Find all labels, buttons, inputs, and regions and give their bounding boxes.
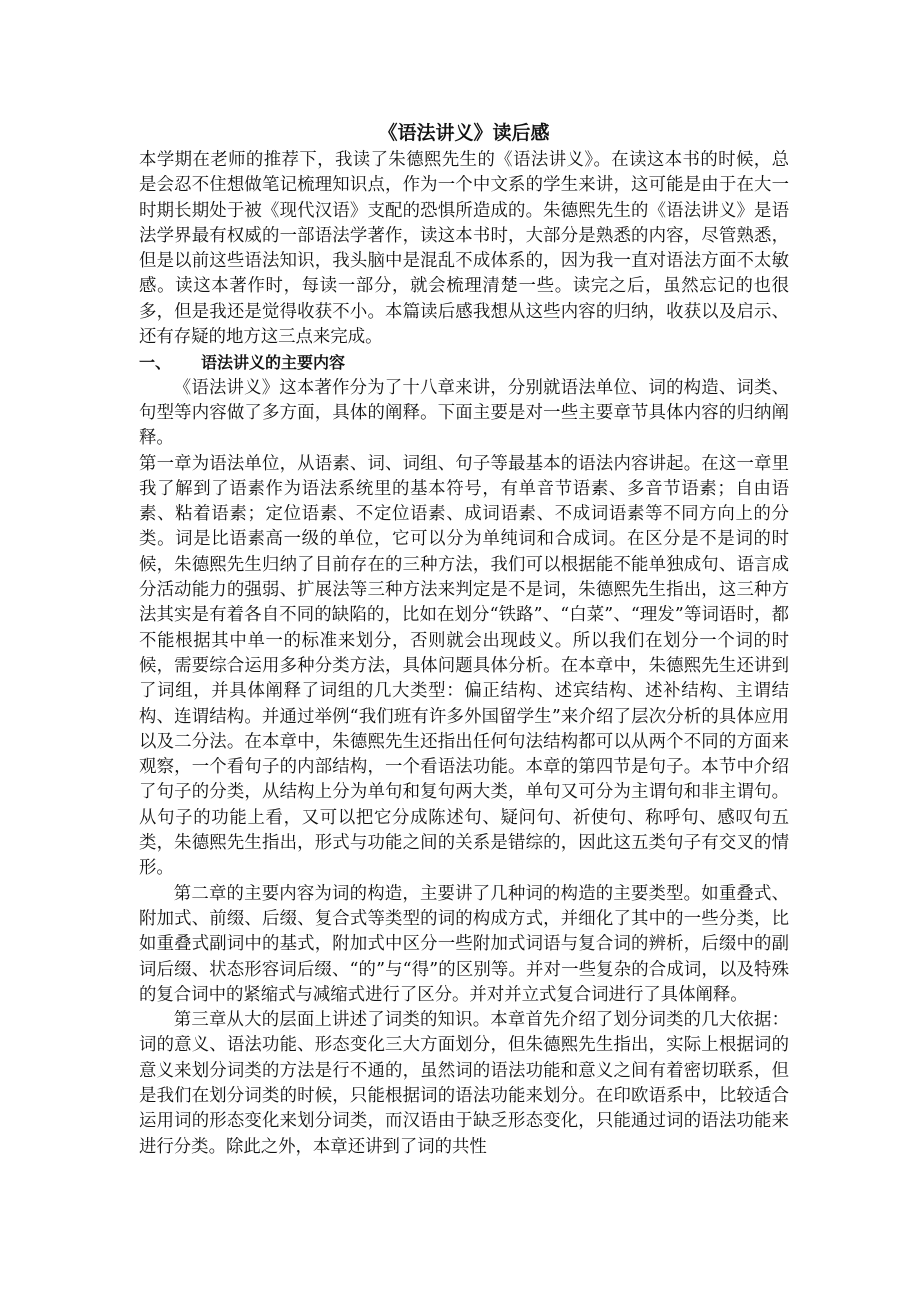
section-heading xyxy=(139,350,789,375)
intro-paragraph: 本学期在老师的推荐下，我读了朱德熙先生的《语法讲义》。在读这本书的时候，总是会忍不住想做笔记梳理知识点，作为一个中文系的学生来讲，这可能是由于在大一时期长期处于被《现代汉语》支配的恐惧所造成的。朱德熙先生的《语法讲义》是语法学界最有权威的一部语法学著作，读这本书时，大部分是熟悉的内容，尽管熟悉，但是以前这些语法知识，我头脑中是混乱不成体系的，因为我一直对语法方面不太敏感。读这本著作时，每读一部分，就会梳理清楚一些。读完之后，虽然忘记的也很多，但是我还是觉得收获不小。本篇读后感我想从这些内容的归纳，收获以及启示、还有存疑的地方这三点来完成。 xyxy=(139,150,789,348)
chapter3-paragraph: 第三章从大的层面上讲述了词类的知识。本章首先介绍了划分词类的几大依据：词的意义、语法功能、形态变化三大方面划分，但朱德熙先生指出，实际上根据词的意义来划分词类的方法是行不通的，虽然词的语法功能和意义之间有着密切联系，但是我们在划分词类的时候，只能根据词的语法功能来划分。在印欧语系中，比较适合运用词的形态变化来划分词类，而汉语由于缺乏形态变化，只能通过词的语法功能来进行分类。除此之外，本章还讲到了词的共性 xyxy=(139,1010,789,1157)
section-title: 语法讲义的主要内容 xyxy=(201,353,346,373)
chapter2-paragraph: 第二章的主要内容为词的构造，主要讲了几种词的构造的主要类型。如重叠式、附加式、前缀、后缀、复合式等类型的词的构成方式，并细化了其中的一些分类，比如重叠式副词中的基式，附加式中区分一些附加式词语与复合词的辨析，后缀中的副词后缀、状态形容词后缀、“的”与“得”的区别等。并对一些复杂的合成词，以及特殊的复合词中的紧缩式与减缩式进行了区分。并对并立式复合词进行了具体阐释。 xyxy=(139,883,789,1005)
chapter1-paragraph: 第一章为语法单位，从语素、词、词组、句子等最基本的语法内容讲起。在这一章里我了解到了语素作为语法系统里的基本符号，有单音节语素、多音节语素；自由语素、粘着语素；定位语素、不定位语素、成词语素、不成词语素等不同方向上的分类。词是比语素高一级的单位，它可以分为单纯词和合成词。在区分是不是词的时候，朱德熙先生归纳了目前存在的三种方法，我们可以根据能不能单独成句、语言成分活动能力的强弱、扩展法等三种方法来判定是不是词，朱德熙先生指出，这三种方法其实是有着各自不同的缺陷的，比如在划分“铁路”、“白菜”、“理发”等词语时，都不能根据其中单一的标准来划分，否则就会出现歧义。所以我们在划分一个词的时候，需要综合运用多种分类方法，具体问题具体分析。在本章中，朱德熙先生还讲到了词组，并具体阐释了词组的几大类型：偏正结构、述宾结构、述补结构、主谓结构、连谓结构。并通过举例“我们班有许多外国留学生”来介绍了层次分析的具体应用以及二分法。在本章中，朱德熙先生还指出任何句法结构都可以从两个不同的方面来观察，一个看句子的内部结构，一个看语法功能。本章的第四节是句子。本节中介绍了句子的分类，从结构上分为单句和复句两大类，单句又可分为主谓句和非主谓句。从句子的功能上看，又可以把它分成陈述句、疑问句、祈使句、称呼句、感叹句五类，朱德熙先生指出，形式与功能之间的关系是错综的，因此这五类句子有交叉的情形。 xyxy=(139,453,789,879)
overview-paragraph: 《语法讲义》这本著作分为了十八章来讲，分别就语法单位、词的构造、词类、句型等内容做了多方面，具体的阐释。下面主要是对一些主要章节具体内容的归纳阐释。 xyxy=(139,377,789,449)
document-title: 《语法讲义》读后感 xyxy=(378,122,550,144)
section-number: 一、 xyxy=(139,353,172,373)
document-page xyxy=(139,118,789,1160)
